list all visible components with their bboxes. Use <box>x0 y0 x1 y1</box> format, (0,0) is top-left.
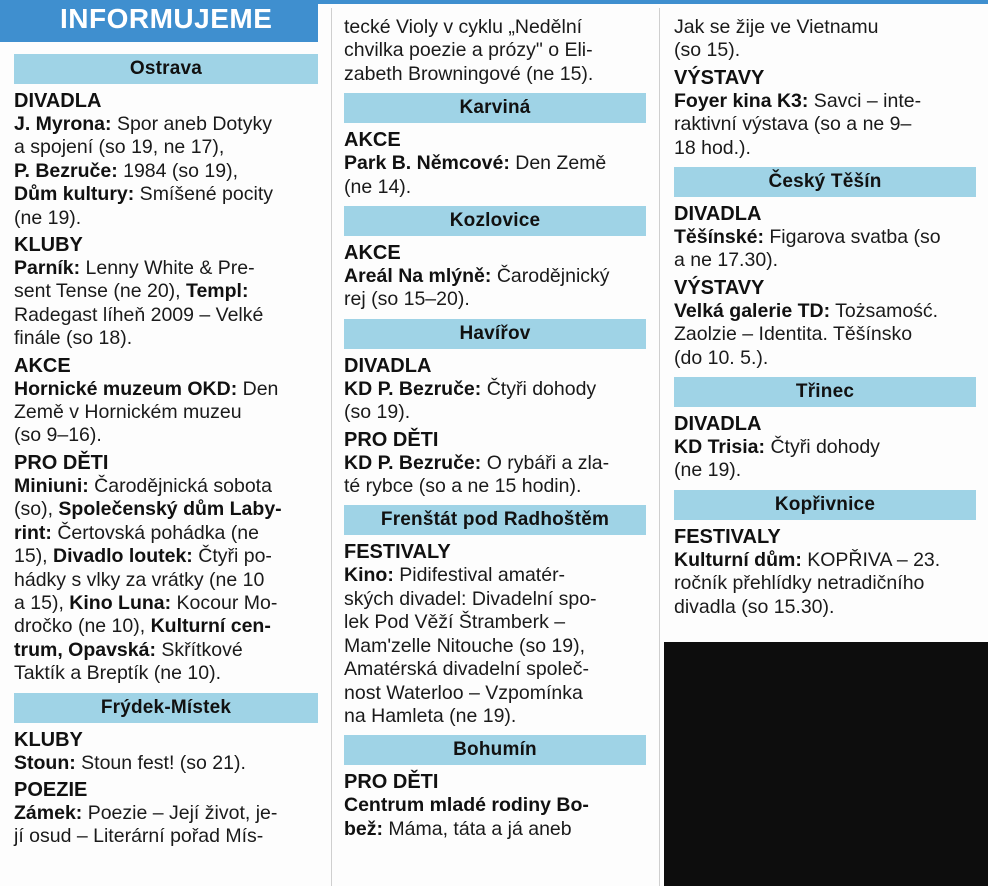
category-heading: DIVADLA <box>674 203 762 226</box>
category-heading: PRO DĚTI <box>344 771 439 794</box>
listing-line: rint: Čertovská pohádka (ne <box>14 521 259 544</box>
listing-line: hádky s vlky za vrátky (ne 10 <box>14 568 265 591</box>
listing-line: Těšínské: Figarova svatba (so <box>674 226 941 249</box>
listing-line: (so 19). <box>344 401 411 424</box>
category-heading: AKCE <box>344 129 401 152</box>
listing-line: finále (so 18). <box>14 327 133 350</box>
section-trinec: Třinec <box>674 377 976 407</box>
masthead <box>0 0 318 42</box>
category-heading: PRO DĚTI <box>344 428 439 451</box>
listing-line: (so 15). <box>674 39 741 62</box>
listing-line: (so 9–16). <box>14 424 102 447</box>
category-heading: VÝSTAVY <box>674 276 765 299</box>
listing-line: dročko (ne 10), Kulturní cen- <box>14 615 271 638</box>
section-frydek-mistek: Frýdek-Místek <box>14 693 318 723</box>
section-ostrava: Ostrava <box>14 54 318 84</box>
listing-line: P. Bezruče: 1984 (so 19), <box>14 159 239 182</box>
listing-line: KD P. Bezruče: Čtyři dohody <box>344 377 597 400</box>
masthead-title: INFORMUJEME <box>60 3 273 34</box>
listing-line: Kulturní dům: KOPŘIVA – 23. <box>674 548 941 571</box>
listing-line: Země v Hornickém muzeu <box>14 401 242 424</box>
category-heading: AKCE <box>14 354 71 377</box>
listing-line: Stoun: Stoun fest! (so 21). <box>14 751 246 774</box>
listing-line: té rybce (so a ne 15 hodin). <box>344 475 582 498</box>
listing-line: bež: Máma, táta a já aneb <box>344 817 572 840</box>
category-heading: PRO DĚTI <box>14 451 109 474</box>
category-heading: VÝSTAVY <box>674 66 765 89</box>
listing-line: (ne 19). <box>674 459 742 482</box>
listing-line: jí osud – Literární pořad Mís- <box>14 825 264 848</box>
listing-line: Foyer kina K3: Savci – inte- <box>674 89 922 112</box>
listing-line: nost Waterloo – Vzpomínka <box>344 681 583 704</box>
category-heading: DIVADLA <box>674 413 762 436</box>
listing-line: Velká galerie TD: Tożsamość. <box>674 299 939 322</box>
listing-line: Taktík a Breptík (ne 10). <box>14 662 222 685</box>
section-bohumin: Bohumín <box>344 735 646 765</box>
section-koprivnice: Kopřivnice <box>674 490 976 520</box>
listing-line: tecké Violy v cyklu „Nedělní <box>344 16 583 38</box>
category-heading: KLUBY <box>14 728 83 751</box>
listing-line: lek Pod Věží Štramberk – <box>344 611 566 634</box>
listing-line: KD P. Bezruče: O rybáři a zla- <box>344 451 610 474</box>
category-heading: DIVADLA <box>14 90 102 112</box>
listing-line: Zaolzie – Identita. Těšínsko <box>674 323 913 346</box>
category-heading: POEZIE <box>14 778 88 801</box>
category-heading: AKCE <box>344 242 401 265</box>
listing-line: chvilka poezie a prózy" o Eli- <box>344 39 593 62</box>
column-2 <box>344 16 646 841</box>
column-divider <box>659 8 660 886</box>
listing-line: Dům kultury: Smíšené pocity <box>14 183 273 206</box>
listing-line: Park B. Němcové: Den Země <box>344 152 607 175</box>
column-3 <box>674 16 976 619</box>
category-heading: DIVADLA <box>344 354 432 377</box>
listing-line: Centrum mladé rodiny Bo- <box>344 794 589 817</box>
section-kozlovice: Kozlovice <box>344 206 646 236</box>
listing-line: divadla (so 15.30). <box>674 595 835 618</box>
listing-line: a spojení (so 19, ne 17), <box>14 136 225 159</box>
listing-line: a ne 17.30). <box>674 249 779 272</box>
listing-line: Zámek: Poezie – Její život, je- <box>14 801 278 824</box>
listing-line: Jak se žije ve Vietnamu <box>674 16 879 38</box>
listing-line: 18 hod.). <box>674 136 751 159</box>
listing-line: ročník přehlídky netradičního <box>674 572 925 595</box>
section-havirov: Havířov <box>344 319 646 349</box>
category-heading: FESTIVALY <box>674 525 781 548</box>
listing-line: Kino: Pidifestival amatér- <box>344 564 566 587</box>
section-frenstat: Frenštát pod Radhoštěm <box>344 505 646 535</box>
category-heading: KLUBY <box>14 234 83 257</box>
listing-line: Mam'zelle Nitouche (so 19), <box>344 634 586 657</box>
listing-line: zabeth Browningové (ne 15). <box>344 62 594 85</box>
listing-line: Areál Na mlýně: Čarodějnický <box>344 265 610 288</box>
listing-line: na Hamleta (ne 19). <box>344 704 517 727</box>
listing-line: (so), Společenský dům Laby- <box>14 498 282 521</box>
listing-line: Amatérská divadelní společ- <box>344 658 589 681</box>
listing-line: (do 10. 5.). <box>674 346 769 369</box>
listing-line: a 15), Kino Luna: Kocour Mo- <box>14 591 278 614</box>
listing-line: 15), Divadlo loutek: Čtyři po- <box>14 545 272 568</box>
column-1 <box>14 50 318 849</box>
listing-line: (ne 19). <box>14 206 82 229</box>
section-karvina: Karviná <box>344 93 646 123</box>
top-rule <box>318 0 988 4</box>
listing-line: ských divadel: Divadelní spo- <box>344 587 597 610</box>
listing-line: Miniuni: Čarodějnická sobota <box>14 474 272 497</box>
category-heading: FESTIVALY <box>344 541 451 564</box>
listing-line: Parník: Lenny White & Pre- <box>14 257 255 280</box>
listing-line: sent Tense (ne 20), Templ: <box>14 280 249 303</box>
listing-line: Hornické muzeum OKD: Den <box>14 377 279 400</box>
column-divider <box>331 8 332 886</box>
listing-line: KD Trisia: Čtyři dohody <box>674 436 880 459</box>
blank-area <box>664 642 988 886</box>
listing-line: J. Myrona: Spor aneb Dotyky <box>14 113 272 135</box>
listing-line: trum, Opavská: Skřítkové <box>14 638 243 661</box>
listing-line: raktivní výstava (so a ne 9– <box>674 113 912 136</box>
listing-line: rej (so 15–20). <box>344 288 470 311</box>
listing-line: (ne 14). <box>344 175 412 198</box>
listing-line: Radegast líheň 2009 – Velké <box>14 303 264 326</box>
section-cesky-tesin: Český Těšín <box>674 167 976 197</box>
